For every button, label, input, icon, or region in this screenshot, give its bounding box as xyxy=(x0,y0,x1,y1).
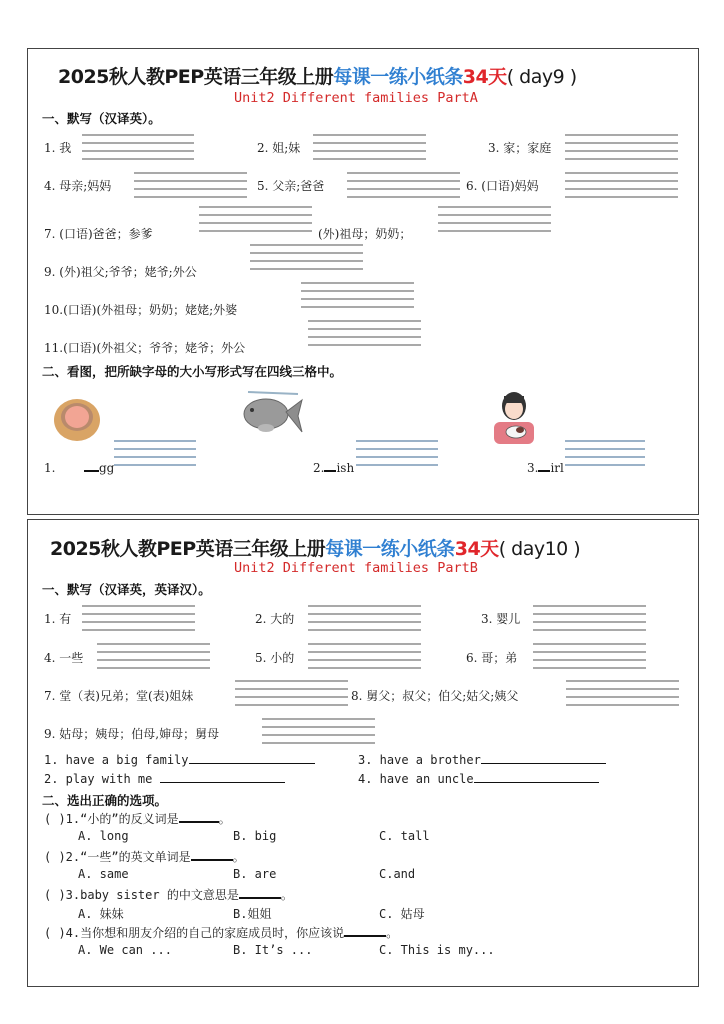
title-day: ( day10 ) xyxy=(498,538,581,560)
question-suffix: 。 xyxy=(280,888,293,902)
writing-lines[interactable] xyxy=(82,134,194,160)
question-item xyxy=(44,848,245,865)
dictation-item: 3. 婴儿 xyxy=(481,612,521,626)
picture-label-num: 3. xyxy=(527,461,539,475)
option-a[interactable]: A. We can ... xyxy=(78,943,172,957)
writing-lines[interactable] xyxy=(235,680,348,706)
phrase-text: 1. have a big family xyxy=(44,753,189,767)
missing-letter-item xyxy=(313,461,354,475)
section-dictation-heading: 一、默写（汉译英，英译汉）。 xyxy=(42,582,211,597)
option-b[interactable]: B. It’s ... xyxy=(233,943,313,957)
fish-icon xyxy=(238,390,308,442)
question-suffix: 。 xyxy=(218,812,231,826)
writing-lines[interactable] xyxy=(97,643,210,669)
title-blue: 每课一练小纸条 xyxy=(333,66,463,88)
dictation-item: 9. 姑母；姨母；伯母,婶母；舅母 xyxy=(44,727,220,741)
option-b[interactable]: B.姐姐 xyxy=(233,907,272,921)
title-red: 34天 xyxy=(462,66,507,88)
answer-line[interactable] xyxy=(189,763,315,764)
four-line-grid[interactable] xyxy=(565,440,645,466)
four-line-grid[interactable] xyxy=(114,440,196,466)
writing-lines[interactable] xyxy=(199,206,312,232)
title-day10 xyxy=(50,534,580,561)
picture-label-num: 1. xyxy=(44,461,56,475)
writing-lines[interactable] xyxy=(308,320,421,346)
section-dictation-heading: 一、默写（汉译英）。 xyxy=(42,111,161,126)
dictation-item: 3. 家；家庭 xyxy=(488,141,552,155)
dictation-item: (外)祖母；奶奶； xyxy=(318,227,412,241)
dictation-item: 6. (口语)妈妈 xyxy=(466,179,539,193)
picture-word: irl xyxy=(550,461,564,475)
question-suffix: 。 xyxy=(386,926,399,940)
question-text: ( )2.“一些”的英文单词是 xyxy=(44,850,191,864)
option-a[interactable]: A. long xyxy=(78,829,129,843)
phrase-text: 4. have an uncle xyxy=(358,772,474,786)
four-line-grid[interactable] xyxy=(356,440,438,466)
answer-blank[interactable] xyxy=(239,897,281,899)
question-text: ( )4.当你想和朋友介绍的自己的家庭成员时，你应该说 xyxy=(44,926,345,940)
phrase-item xyxy=(358,753,606,767)
dictation-item: 1. 我 xyxy=(44,141,72,155)
dictation-item: 10.(口语)(外祖母；奶奶；姥姥;外婆 xyxy=(44,303,238,317)
option-a[interactable]: A. 妹妹 xyxy=(78,907,124,921)
writing-lines[interactable] xyxy=(565,172,678,198)
phrase-item xyxy=(44,772,285,786)
answer-blank[interactable] xyxy=(179,821,219,823)
title-red: 34天 xyxy=(454,538,499,560)
phrase-text: 2. play with me xyxy=(44,772,160,786)
dictation-item: 6. 哥；弟 xyxy=(466,651,518,665)
missing-letter-item xyxy=(527,461,564,475)
writing-lines[interactable] xyxy=(134,172,247,198)
title-blue: 每课一练小纸条 xyxy=(325,538,455,560)
question-item xyxy=(44,924,398,941)
answer-line[interactable] xyxy=(474,782,599,783)
dictation-item: 2. 大的 xyxy=(255,612,295,626)
dictation-item: 5. 小的 xyxy=(255,651,295,665)
option-c[interactable]: C. 姑母 xyxy=(379,907,425,921)
subtitle-day9: Unit2 Different families PartA xyxy=(234,90,478,106)
writing-lines[interactable] xyxy=(301,282,414,308)
dictation-item: 8. 舅父；叔父；伯父;姑父;姨父 xyxy=(351,689,519,703)
dictation-item: 2. 姐;妹 xyxy=(257,141,301,155)
phrase-item xyxy=(358,772,599,786)
dictation-item: 4. 母亲;妈妈 xyxy=(44,179,112,193)
writing-lines[interactable] xyxy=(262,718,375,744)
dictation-item: 9. (外)祖父;爷爷；姥爷;外公 xyxy=(44,265,197,279)
option-a[interactable]: A. same xyxy=(78,867,129,881)
title-day: ( day9 ) xyxy=(506,66,577,88)
question-suffix: 。 xyxy=(232,850,245,864)
dictation-item: 4. 一些 xyxy=(44,651,84,665)
writing-lines[interactable] xyxy=(250,244,363,270)
option-c[interactable]: C.and xyxy=(379,867,416,881)
answer-line[interactable] xyxy=(481,763,606,764)
writing-lines[interactable] xyxy=(308,643,421,669)
picture-word: gg xyxy=(99,461,115,475)
writing-lines[interactable] xyxy=(82,605,195,631)
question-item xyxy=(44,886,293,903)
phrase-item xyxy=(44,753,315,767)
answer-blank[interactable] xyxy=(191,859,233,861)
picture-word: ish xyxy=(336,461,355,475)
question-text: ( )3.baby sister 的中文意思是 xyxy=(44,888,239,902)
dictation-item: 1. 有 xyxy=(44,612,72,626)
title-main: 2025秋人教PEP英语三年级上册 xyxy=(58,66,334,88)
writing-lines[interactable] xyxy=(347,172,460,198)
option-b[interactable]: B. big xyxy=(233,829,277,843)
section-choice-heading: 二、选出正确的选项。 xyxy=(42,793,168,808)
question-text: ( )1.“小的”的反义词是 xyxy=(44,812,179,826)
answer-blank[interactable] xyxy=(344,935,386,937)
subtitle-day10: Unit2 Different families PartB xyxy=(234,560,478,576)
writing-lines[interactable] xyxy=(565,134,678,160)
answer-line[interactable] xyxy=(160,782,285,783)
writing-lines[interactable] xyxy=(308,605,421,631)
writing-lines[interactable] xyxy=(566,680,679,706)
writing-lines[interactable] xyxy=(313,134,426,160)
girl-with-cat-icon xyxy=(492,388,536,444)
writing-lines[interactable] xyxy=(438,206,551,232)
dictation-item: 5. 父亲;爸爸 xyxy=(257,179,325,193)
title-main: 2025秋人教PEP英语三年级上册 xyxy=(50,538,326,560)
dictation-item: 7. (口语)爸爸；参爹 xyxy=(44,227,153,241)
egg-in-nest-icon xyxy=(52,395,102,445)
missing-letter-item xyxy=(84,461,114,475)
option-c[interactable]: C. tall xyxy=(379,829,430,843)
writing-lines[interactable] xyxy=(533,605,646,631)
dictation-item: 11.(口语)(外祖父；爷爷；姥爷；外公 xyxy=(44,341,246,355)
dictation-item: 7. 堂（表)兄弟；堂(表)姐妹 xyxy=(44,689,194,703)
picture-label-num: 2. xyxy=(313,461,325,475)
writing-lines[interactable] xyxy=(533,643,646,669)
title-day9 xyxy=(58,62,577,89)
question-item xyxy=(44,810,231,827)
section-picture-heading: 二、看图，把所缺字母的大小写形式写在四线三格中。 xyxy=(42,364,343,379)
option-c[interactable]: C. This is my... xyxy=(379,943,495,957)
phrase-text: 3. have a brother xyxy=(358,753,481,767)
option-b[interactable]: B. are xyxy=(233,867,277,881)
